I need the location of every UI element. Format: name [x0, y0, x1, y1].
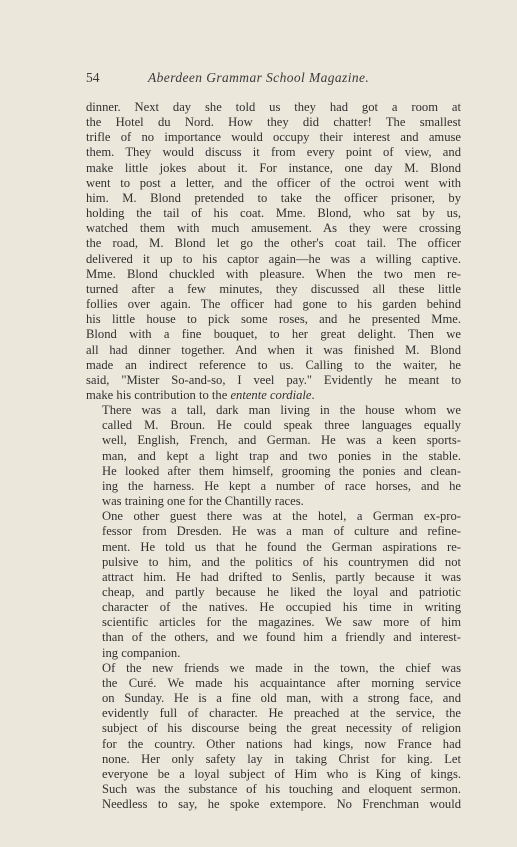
text-line: [86, 388, 461, 403]
paragraph-1: [86, 100, 461, 403]
text-line: turned after a few minutes, they discussed all these little: [86, 281, 461, 296]
text-line: One other guest there was at the hotel, a German ex-pro-: [102, 509, 461, 524]
text-line: man, and kept a light trap and two ponies in the stable.: [102, 448, 461, 463]
text-line: holding the tail of his coat. Mme. Blond, who sat by us,: [86, 206, 461, 221]
text-line: cheap, and partly because he liked the loyal and patriotic: [102, 585, 461, 599]
text-line: his little house to pick some roses, and he presented Mme.: [86, 312, 461, 327]
text-line: called M. Broun. He could speak three languages equally: [102, 418, 461, 433]
text-line: went to post a letter, and the officer of the octroi went with: [86, 175, 461, 190]
text-line: everyone be a loyal subject of Him who is King of kings.: [102, 766, 461, 781]
text-line: on Sunday. He is a fine old man, with a strong face, and: [102, 691, 461, 706]
text-line: ing companion.: [102, 645, 181, 660]
text-run: make his contribution to the: [86, 387, 231, 402]
text-line: for the country. Other nations had kings, now France had: [102, 736, 461, 751]
text-line: them. They would discuss it from every point of view, and: [86, 145, 461, 160]
text-line: He looked after them himself, grooming the ponies and clean-: [102, 463, 461, 478]
text-line: There was a tall, dark man living in the house whom we: [102, 403, 461, 418]
journal-title: Aberdeen Grammar School Magazine.: [148, 70, 370, 85]
text-line: make little jokes about it. For instance, one day M. Blond: [86, 160, 461, 175]
text-line: the road, M. Blond let go the other's coat tail. The officer: [86, 236, 461, 251]
text-line: the Hotel du Nord. How they did chatter! The smallest: [86, 115, 461, 130]
text-line: trifle of no importance would occupy their interest and amuse: [86, 130, 461, 145]
text-run: .: [311, 387, 315, 402]
text-line: ing the harness. He kept a number of race horses, and he: [102, 478, 461, 493]
text-line: watched them with much amusement. As they were crossing: [86, 221, 461, 236]
paragraph-2: [86, 403, 461, 509]
text-line: attract him. He had drifted to Senlis, partly because it was: [102, 569, 461, 584]
text-line: him. M. Blond pretended to take the officer prisoner, by: [86, 190, 461, 205]
text-line: pulsive to him, and the politics of his countrymen did not: [102, 554, 461, 569]
text-line: Needless to say, he spoke extempore. No Frenchman would: [102, 797, 461, 812]
text-line: ment. He told us that he found the German aspirations re-: [102, 539, 461, 554]
text-line: fessor from Dresden. He was a man of culture and refine-: [102, 524, 461, 539]
text-line: delivered it up to his captor again—he was a willing captive.: [86, 251, 461, 266]
text-line: all had dinner together. And when it was finished M. Blond: [86, 342, 461, 357]
text-line: Blond with a fine bouquet, to her great delight. Then we: [86, 327, 461, 342]
text-line: Such was the substance of his touching and eloquent sermon.: [102, 782, 461, 797]
italic-phrase: entente cordiale: [230, 387, 312, 402]
text-line: than of the others, and we found him a friendly and interest-: [102, 630, 461, 645]
paragraph-4: [86, 661, 461, 813]
text-line: none. Her only safety lay in taking Christ for king. Let: [102, 751, 461, 766]
page-number: 54: [86, 70, 100, 85]
text-line: made an indirect reference to us. Calling to the waiter, he: [86, 357, 461, 372]
text-line: said, "Mister So-and-so, I veel pay." Evidently he meant to: [86, 372, 461, 387]
text-line: evidently full of character. He preached at the service, the: [102, 706, 461, 721]
text-line: subject of his discourse being the great necessity of religion: [102, 721, 461, 736]
text-line: follies over again. The officer had gone to his garden behind: [86, 297, 461, 312]
article-body: [86, 100, 461, 812]
running-head: [86, 70, 461, 90]
text-line: Mme. Blond chuckled with pleasure. When the two men re-: [86, 266, 461, 281]
text-line: Of the new friends we made in the town, the chief was: [102, 660, 461, 675]
text-line: scientific articles for the magazines. We saw more of him: [102, 615, 461, 630]
text-line: character of the natives. He occupied his time in writing: [102, 600, 461, 615]
text-line: the Curé. We made his acquaintance after morning service: [102, 675, 461, 690]
text-line: dinner. Next day she told us they had got a room at: [86, 100, 461, 114]
text-line: well, English, French, and German. He was a keen sports-: [102, 433, 461, 448]
paragraph-3: [86, 509, 461, 661]
text-line: was training one for the Chantilly races.: [102, 494, 304, 509]
